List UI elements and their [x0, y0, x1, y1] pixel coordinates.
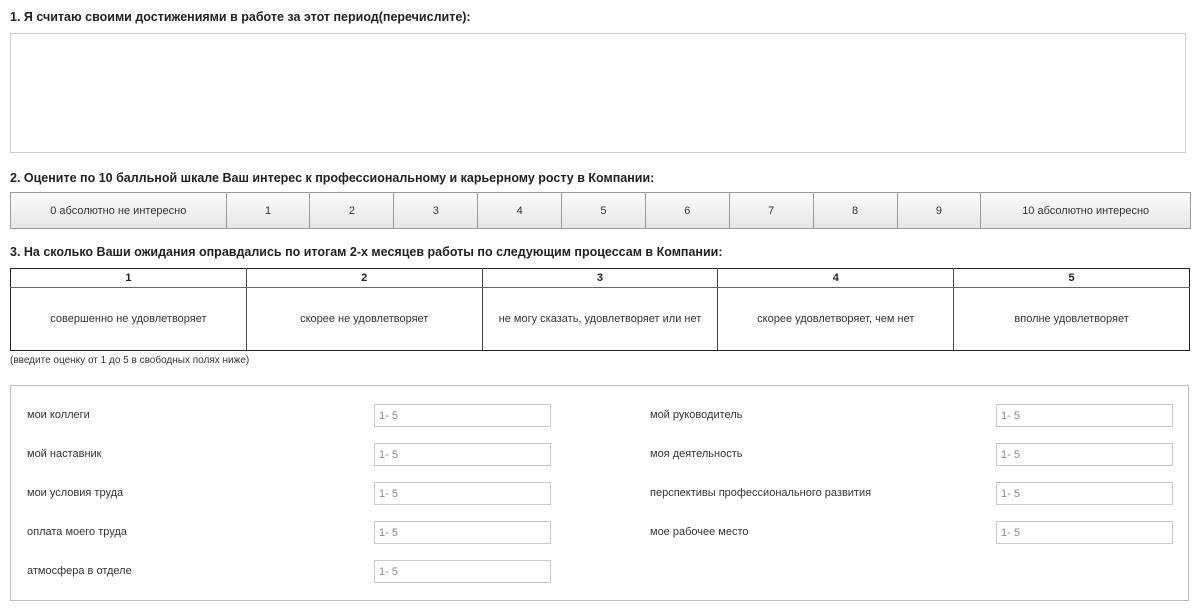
activity-rating-input[interactable] [996, 443, 1173, 466]
legend-description-2: скорее не удовлетворяет [246, 288, 482, 351]
scale-option-7[interactable]: 7 [730, 193, 814, 228]
legend-header-1: 1 [11, 269, 247, 288]
legend-header-2: 2 [246, 269, 482, 288]
rating-label: моя деятельность [650, 448, 743, 460]
rating-hint: (введите оценку от 1 до 5 в свободных полях ниже) [10, 355, 250, 366]
q1-title: 1. Я считаю своими достижениями в работе за этот период(перечислите): [10, 10, 471, 24]
atmosphere-rating-input[interactable] [374, 560, 551, 583]
achievements-textarea[interactable] [10, 33, 1186, 153]
prospects-rating-input[interactable] [996, 482, 1173, 505]
legend-description-1: совершенно не удовлетворяет [11, 288, 247, 351]
rating-label: оплата моего труда [27, 526, 127, 538]
rating-label: мои коллеги [27, 409, 90, 421]
legend-header-row [11, 269, 1190, 288]
rating-label: мои условия труда [27, 487, 124, 499]
legend-header-3: 3 [482, 269, 718, 288]
scale-option-0[interactable]: 0 абсолютно не интересно [11, 193, 227, 228]
legend-header-5: 5 [954, 269, 1190, 288]
scale-option-1[interactable]: 1 [227, 193, 311, 228]
q3-title: 3. На сколько Ваши ожидания оправдались по итогам 2-х месяцев работы по следующим процессам в Компании: [10, 245, 723, 259]
manager-rating-input[interactable] [996, 404, 1173, 427]
rating-row-prospects [11, 482, 1188, 506]
q2-title: 2. Оцените по 10 балльной шкале Ваш интерес к профессиональному и карьерному росту в Компании: [10, 171, 655, 185]
workplace-rating-input[interactable] [996, 521, 1173, 544]
rating-row-workplace [11, 521, 1188, 545]
legend-header-4: 4 [718, 269, 954, 288]
interest-scale [10, 192, 1191, 229]
scale-option-8[interactable]: 8 [814, 193, 898, 228]
rating-label: мое рабочее место [650, 526, 749, 538]
rating-label: мой руководитель [650, 409, 743, 421]
rating-legend-table [10, 268, 1190, 351]
rating-label: перспективы профессионального развития [650, 487, 872, 499]
rating-row-activity [11, 443, 1188, 467]
scale-option-3[interactable]: 3 [394, 193, 478, 228]
scale-option-10[interactable]: 10 абсолютно интересно [981, 193, 1190, 228]
scale-option-6[interactable]: 6 [646, 193, 730, 228]
scale-option-5[interactable]: 5 [562, 193, 646, 228]
rating-row-atmosphere [11, 560, 1188, 584]
legend-description-row [11, 288, 1190, 351]
scale-option-4[interactable]: 4 [478, 193, 562, 228]
ratings-panel [10, 385, 1189, 601]
rating-row-manager [11, 404, 1188, 428]
scale-option-9[interactable]: 9 [898, 193, 982, 228]
legend-description-4: скорее удовлетворяет, чем нет [718, 288, 954, 351]
legend-description-5: вполне удовлетворяет [1014, 313, 1129, 325]
rating-label: мой наставник [27, 448, 102, 460]
rating-label: атмосфера в отделе [27, 565, 132, 577]
legend-description-3: не могу сказать, удовлетворяет или нет [482, 288, 718, 351]
scale-option-2[interactable]: 2 [310, 193, 394, 228]
